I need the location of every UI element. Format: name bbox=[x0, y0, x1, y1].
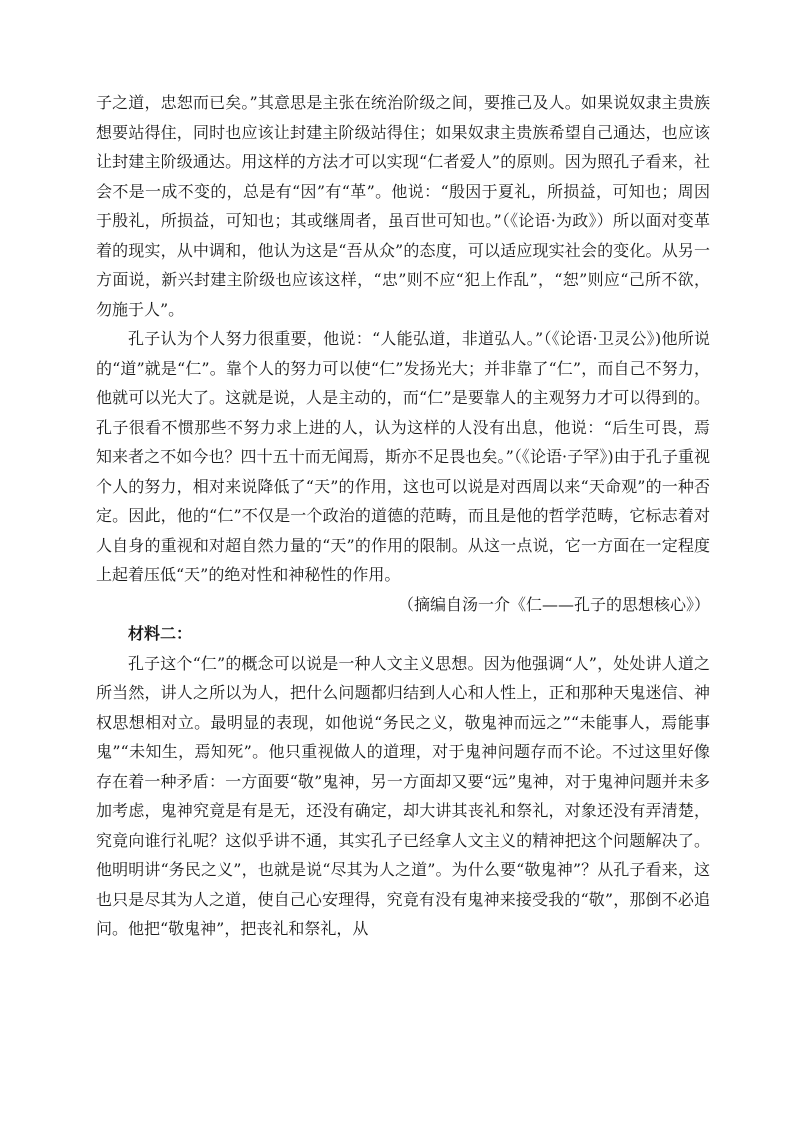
material-two-heading: 材料二： bbox=[128, 624, 193, 643]
source-citation: （摘编自汤一介《仁——孔子的思想核心》） bbox=[397, 594, 710, 614]
paragraph-humanism: 孔子这个“仁”的概念可以说是一种人文主义思想。因为他强调“人”，处处讲人道之所当然，讲人之所以为人，把什么问题都归结到人心和人性上，正和那种天鬼迷信、神权思想相对立。最明显的表现，如他说“务民之义，敬鬼神而远之”“未能事人，焉能事鬼”“未知生，焉知死”。他只重视做人的道理，对于鬼神问题存而不论。不过这里好像存在着一种矛盾：一方面要“敬”鬼神，另一方面却又要“远”鬼神，对于鬼神问题并未多加考虑，鬼神究竟是有是无，还没有确定，却大讲其丧礼和祭礼，对象还没有弄清楚，究竟向谁行礼呢？这似乎讲不通，其实孔子已经拿人文主义的精神把这个问题解决了。他明明讲“务民之义”，也就是说“尽其为人之道”。为什么要“敬鬼神”？从孔子看来，这也只是尽其为人之道，使自己心安理得，究竟有没有鬼神来接受我的“敬”，那倒不必追问。他把“敬鬼神”，把丧礼和祭礼，从 bbox=[96, 653, 710, 938]
paragraph-continuation: 子之道，忠恕而已矣。”其意思是主张在统治阶级之间，要推己及人。如果说奴隶主贵族想要站得住，同时也应该让封建主阶级站得住；如果奴隶主贵族希望自己通达，也应该让封建主阶级通达。用这样的方法才可以实现“仁者爱人”的原则。因为照孔子看来，社会不是一成不变的，总是有“因”有“革”。他说：“殷因于夏礼，所损益，可知也；周因于殷礼，所损益，可知也；其或继周者，虽百世可知也。”（《论语·为政》）所以面对变革着的现实，从中调和，他认为这是“吾从众”的态度，可以适应现实社会的变化。从另一方面说，新兴封建主阶级也应该这样，“忠”则不应“犯上作乱”，“恕”则应“己所不欲，勿施于人”。 bbox=[96, 93, 710, 319]
paragraph-individual-effort: 孔子认为个人努力很重要，他说：“人能弘道，非道弘人。”（《论语·卫灵公》)他所说的“道”就是“仁”。靠个人的努力可以使“仁”发扬光大；并非靠了“仁”，而自己不努力，他就可以光大了。这就是说，人是主动的，而“仁”是要靠人的主观努力才可以得到的。孔子很看不惯那些不努力求上进的人，认为这样的人没有出息，他说：“后生可畏，焉知来者之不如今也？四十五十而无闻焉，斯亦不足畏也矣。”（《论语·子罕》)由于孔子重视个人的努力，相对来说降低了“天”的作用，这也可以说是对西周以来“天命观”的一种否定。因此，他的“仁”不仅是一个政治的道德的范畴，而且是他的哲学范畴，它标志着对人自身的重视和对超自然力量的“天”的作用的限制。从这一点说，它一方面在一定程度上起着压低“天”的绝对性和神秘性的作用。 bbox=[96, 329, 710, 584]
